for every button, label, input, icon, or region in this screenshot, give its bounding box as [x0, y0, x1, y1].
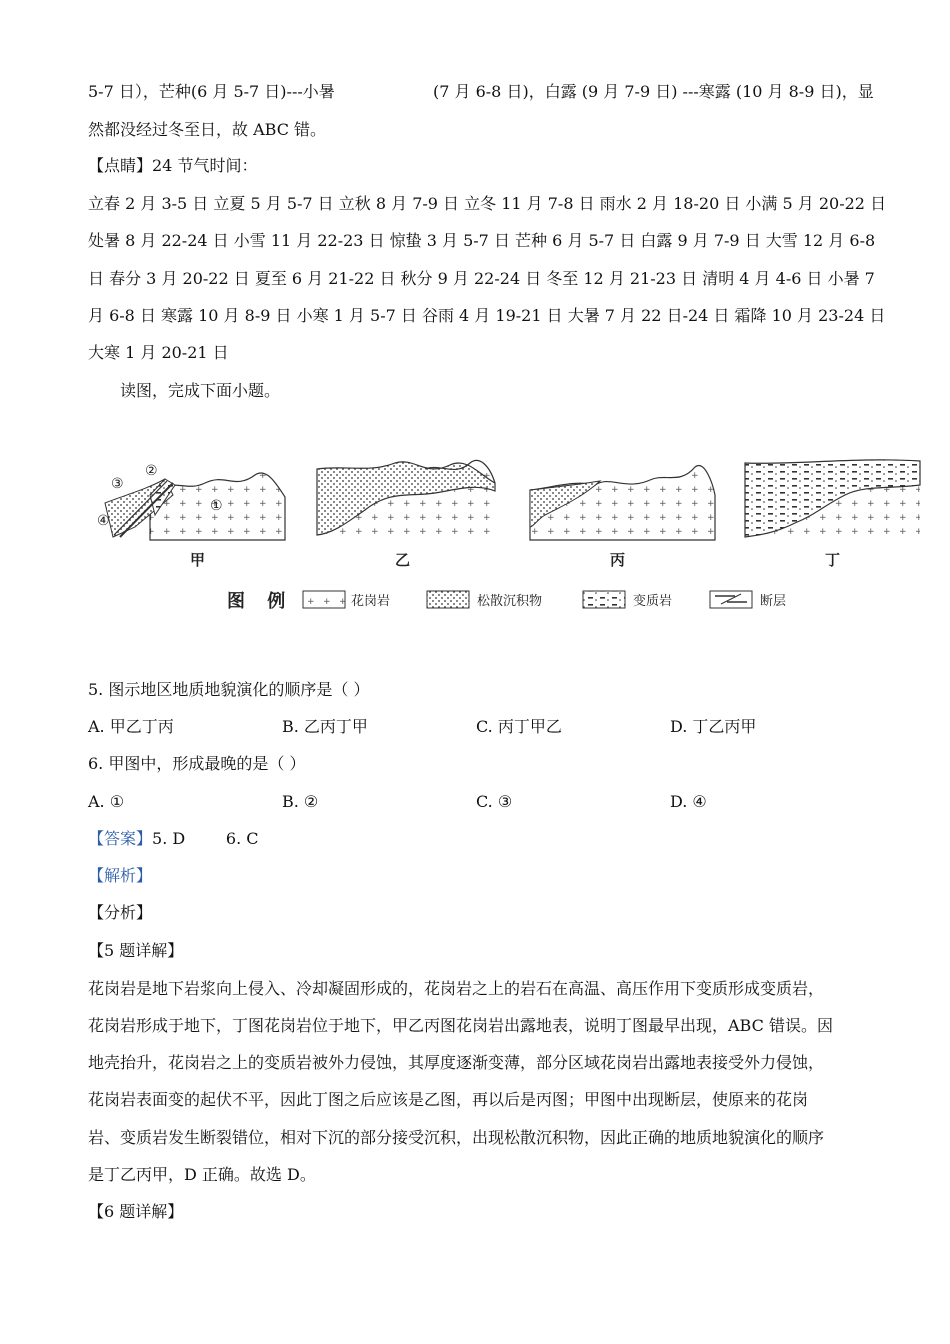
panel-label-jia: 甲 [190, 551, 206, 569]
q6-option-b: B. ② [282, 792, 319, 811]
legend-label-granite: 花岗岩 [351, 594, 391, 609]
solar-terms-line: 月 6-8 日 寒露 10 月 8-9 日 小寒 1 月 5-7 日 谷雨 4 月 19-21 日 大暑 7 月 22 日-24 日 霜降 10 月 23-24 日 [88, 306, 886, 325]
legend-swatch-granite [303, 591, 345, 608]
answer-text: 5. D 6. C [152, 829, 259, 848]
legend-label-fault: 断层 [760, 594, 787, 609]
marker-2: ② [145, 463, 158, 479]
explanation-line: 花岗岩是地下岩浆向上侵入、冷却凝固形成的，花岗岩之上的岩石在高温、高压作用下变质形成变质岩， [88, 979, 825, 998]
solar-terms-line: 立春 2 月 3-5 日 立夏 5 月 5-7 日 立秋 8 月 7-9 日 立冬 11 月 7-8 日 雨水 2 月 18-20 日 小满 5 月 20-22 日 [88, 194, 887, 213]
text-line: 5-7 日），芒种(6 月 5-7 日)---小暑 [88, 82, 335, 101]
q5-detail-heading: 【5 题详解】 [88, 941, 184, 960]
geology-figure [95, 455, 925, 625]
legend-label-metamorphic: 变质岩 [633, 594, 673, 609]
dianjing-heading: 【点睛】24 节气时间： [88, 156, 258, 175]
explanation-line: 岩、变质岩发生断裂错位，相对下沉的部分接受沉积，出现松散沉积物，因此正确的地质地貌演化的顺序 [88, 1128, 825, 1147]
answer-label: 【答案】 [88, 829, 153, 848]
solar-terms-line: 大寒 1 月 20-21 日 [88, 343, 229, 362]
explanation-line: 地壳抬升，花岗岩之上的变质岩被外力侵蚀，其厚度逐渐变薄，部分区域花岗岩出露地表接受外力侵蚀， [88, 1053, 825, 1072]
panel-bing [530, 465, 715, 569]
panel-label-ding: 丁 [825, 551, 841, 569]
answer-line [88, 829, 258, 849]
q6-detail-heading: 【6 题详解】 [88, 1202, 184, 1221]
q5-option-d: D. 丁乙丙甲 [670, 717, 757, 736]
marker-1: ① [210, 498, 223, 514]
explanation-line: 是丁乙丙甲，D 正确。故选 D。 [88, 1165, 316, 1184]
text-line: 然都没经过冬至日，故 ABC 错。 [88, 120, 327, 139]
text-line: (7 月 6-8 日)，白露 (9 月 7-9 日) ---寒露 (10 月 8-9 日)，显 [433, 82, 874, 101]
solar-terms-line: 日 春分 3 月 20-22 日 夏至 6 月 21-22 日 秋分 9 月 22-24 日 冬至 12 月 21-23 日 清明 4 月 4-6 日 小暑 7 [88, 269, 875, 288]
panel-label-bing: 丙 [610, 551, 626, 569]
question-5: 5. 图示地区地质地貌演化的顺序是（ ） [88, 680, 370, 699]
legend-swatch-metamorphic [583, 591, 625, 608]
instruction: 读图，完成下面小题。 [120, 381, 281, 400]
solar-terms-line: 处暑 8 月 22-24 日 小雪 11 月 22-23 日 惊蛰 3 月 5-7 日 芒种 6 月 5-7 日 白露 9 月 7-9 日 大雪 12 月 6-8 [88, 231, 876, 250]
fenxi-heading: 【分析】 [88, 903, 153, 922]
q5-option-b: B. 乙丙丁甲 [282, 717, 368, 736]
legend-label-sediment: 松散沉积物 [477, 594, 543, 609]
jiexi-heading: 【解析】 [88, 866, 153, 885]
legend [227, 590, 786, 612]
panel-yi [317, 460, 495, 569]
question-6: 6. 甲图中，形成最晚的是（ ） [88, 754, 306, 773]
q5-option-a: A. 甲乙丁丙 [88, 717, 174, 736]
explanation-line: 花岗岩表面变的起伏不平，因此丁图之后应该是乙图，再以后是丙图；甲图中出现断层，使原来的花岗 [88, 1090, 809, 1109]
marker-4: ④ [97, 513, 110, 529]
panel-jia [97, 463, 285, 569]
panel-ding [745, 460, 920, 569]
q6-option-d: D. ④ [670, 792, 707, 811]
q6-option-c: C. ③ [476, 792, 513, 811]
q5-option-c: C. 丙丁甲乙 [476, 717, 562, 736]
panel-label-yi: 乙 [395, 551, 411, 569]
legend-swatch-sediment [427, 591, 469, 608]
q6-option-a: A. ① [88, 792, 125, 811]
legend-title: 图 例 [227, 591, 294, 612]
explanation-line: 花岗岩形成于地下，丁图花岗岩位于地下，甲乙丙图花岗岩出露地表，说明丁图最早出现，ABC 错误。因 [88, 1016, 833, 1035]
marker-3: ③ [111, 476, 124, 492]
